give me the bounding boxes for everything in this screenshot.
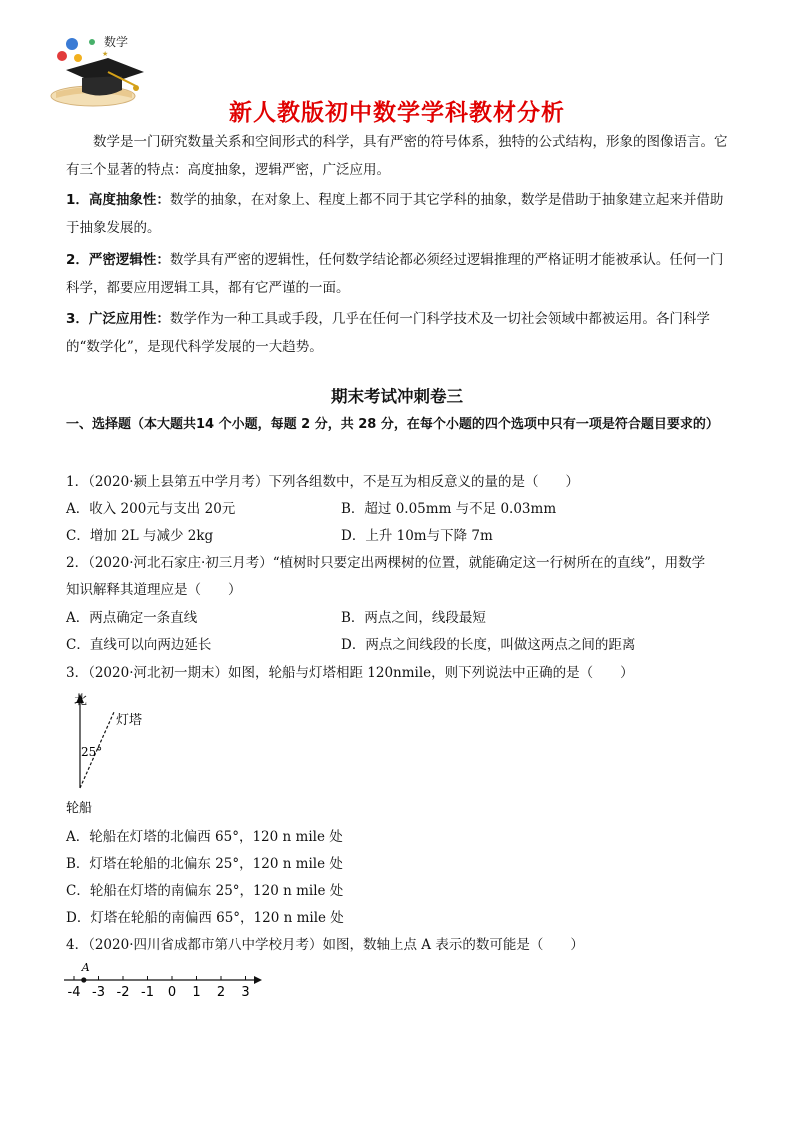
feature-item-2	[66, 246, 732, 302]
number-line-tick-label: 0	[167, 985, 177, 1000]
ship-label: 轮船	[66, 801, 93, 816]
point-a-label: A	[81, 961, 90, 974]
north-label: 北	[74, 693, 88, 708]
point-a-dot	[81, 977, 86, 982]
feature-number: 1．	[66, 192, 89, 208]
exam-title: 期末考试冲刺卷三	[331, 387, 463, 406]
section-heading: 一、选择题（本大题共14 个小题，每题 2 分，共 28 分，在每个小题的四个选项中只有一项是符合题目要求的）	[66, 417, 719, 432]
feature-item-1	[66, 186, 732, 242]
q1-option-c: C．增加 2L 与减少 2kg	[66, 528, 214, 544]
angle-label: 25°	[81, 745, 103, 759]
feature-text: 数学的抽象，在对象上、程度上都不同于其它学科的抽象，数学是借助于抽象建立起来并借助于抽象发展的。	[66, 192, 724, 236]
intro-paragraph: 数学是一门研究数量关系和空间形式的科学，具有严密的符号体系，独特的公式结构，形象的图像语言。它有三个显著的特点：高度抽象，逻辑严密，广泛应用。	[66, 134, 728, 178]
q1-option-a: A．收入 200元与支出 20元	[66, 501, 236, 517]
number-line-tick-label: -1	[141, 985, 154, 1000]
q3-option-c: C．轮船在灯塔的南偏东 25°，120 n mile 处	[66, 883, 344, 899]
q1-option-b: B．超过 0.05mm 与不足 0.03mm	[341, 501, 557, 517]
lighthouse-label: 灯塔	[116, 713, 143, 728]
number-line-tick-label: -3	[92, 985, 105, 1000]
number-line-arrow	[254, 976, 262, 984]
question-1-stem: 1．（2020·颍上县第五中学月考）下列各组数中，不是互为相反意义的量的是（ ）	[66, 474, 579, 490]
q3-option-b: B．灯塔在轮船的北偏东 25°，120 n mile 处	[66, 856, 343, 872]
q3-option-d: D．灯塔在轮船的南偏西 65°，120 n mile 处	[66, 910, 344, 926]
number-line-tick-label: -4	[67, 985, 81, 1000]
question-4-stem: 4．（2020·四川省成都市第八中学校月考）如图，数轴上点 A 表示的数可能是（ ）	[66, 937, 584, 953]
feature-title: 高度抽象性：	[88, 192, 170, 208]
question-2-stem: 2．（2020·河北石家庄·初三月考）“植树时只要定出两棵树的位置，就能确定这一行树所在的直线”，用数学	[66, 555, 706, 571]
number-line-tick-label: -2	[116, 985, 130, 1000]
number-line-tick-label: 3	[241, 985, 250, 1000]
q2-option-a: A．两点确定一条直线	[66, 610, 198, 626]
q2-option-c: C．直线可以向两边延长	[66, 637, 212, 653]
feature-text: 数学具有严密的逻辑性，任何数学结论都必须经过逻辑推理的严格证明才能被承认。任何一门科学，都要应用逻辑工具，都有它严谨的一面。	[66, 252, 724, 296]
svg-text:★: ★	[102, 50, 109, 58]
question-3-stem: 3．（2020·河北初一期末）如图，轮船与灯塔相距 120nmile，则下列说法中正确的是（ ）	[66, 665, 634, 681]
number-line-diagram	[60, 958, 265, 1000]
feature-title: 广泛应用性：	[88, 311, 170, 327]
page-title: 新人教版初中数学学科教材分析	[229, 100, 565, 126]
q3-option-a: A．轮船在灯塔的北偏西 65°，120 n mile 处	[66, 829, 343, 845]
number-line-tick-label: 1	[192, 985, 201, 1000]
feature-number: 3．	[66, 311, 89, 327]
q2-option-d: D．两点之间线段的长度，叫做这两点之间的距离	[341, 637, 636, 653]
feature-number: 2．	[66, 252, 89, 268]
feature-text: 数学作为一种工具或手段，几乎在任何一门科学技术及一切社会领域中都被运用。各门科学的“数学化”，是现代科学发展的一大趋势。	[66, 311, 710, 355]
feature-title: 严密逻辑性：	[88, 252, 170, 268]
feature-item-3	[66, 305, 732, 361]
logo-label: 数学	[104, 35, 129, 49]
bearing-diagram	[66, 688, 176, 818]
q1-option-d: D．上升 10m与下降 7m	[341, 528, 493, 544]
q2-option-b: B．两点之间，线段最短	[341, 610, 486, 626]
number-line-tick-label: 2	[216, 985, 226, 1000]
question-2-stem-cont: 知识解释其道理应是（ ）	[66, 582, 242, 598]
